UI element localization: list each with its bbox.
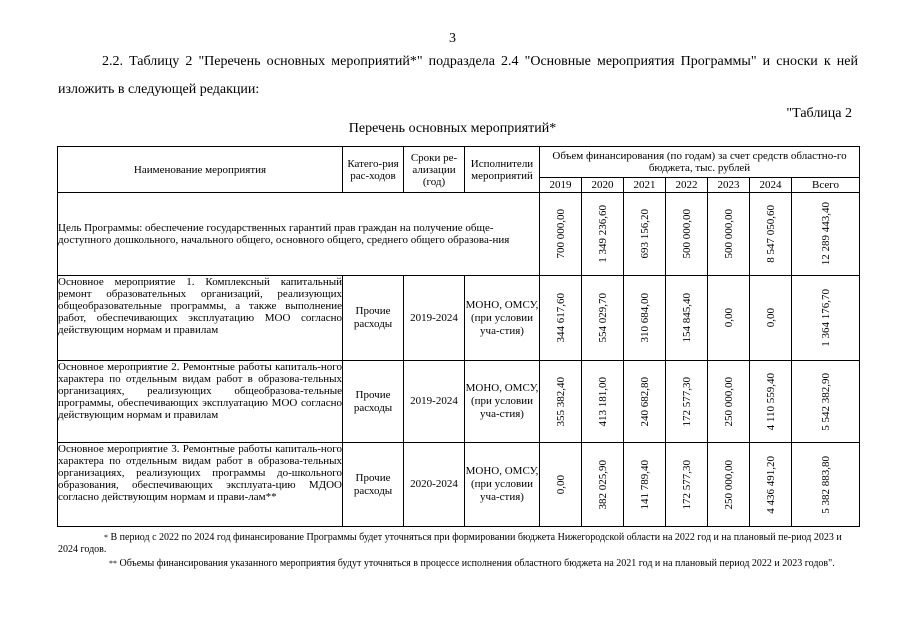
value-cell: 0,00: [554, 474, 567, 495]
goal-text: Цель Программы: обеспечение государственных гарантий прав граждан на получение обще-доступного дошкольного, начального общего, основного общего, среднего общего образова-ния: [58, 193, 540, 276]
goal-row: [58, 193, 860, 276]
header-executors: Исполнители мероприятий: [465, 147, 540, 193]
value-cell: 5 542 382,90: [819, 372, 832, 431]
value-cell: 141 789,40: [638, 459, 651, 510]
header-category: Катего-рия рас-ходов: [343, 147, 404, 193]
measure-name: Основное мероприятие 2. Ремонтные работы капиталь-ного характера по отдельным видам работ в образова-тельных организациях, реализующих общеобразова-тельные программы, обеспечивающих эксплуатацию МОО согласно действующим нормам и правилам: [58, 361, 343, 443]
value-cell: 240 682,80: [638, 376, 651, 427]
measure-category: Прочие расходы: [343, 276, 404, 361]
header-year: 2021: [624, 178, 666, 193]
table-row: [58, 443, 860, 527]
value-cell: 0,00: [722, 308, 735, 328]
value-cell: 172 577,30: [680, 459, 693, 510]
value-cell: 693 156,20: [638, 209, 651, 259]
measure-terms: 2020-2024: [404, 443, 465, 527]
intro-paragraph: 2.2. Таблицу 2 "Перечень основных мероприятий*" подраздела 2.4 "Основные мероприятия Программы" и сноски к ней изложить в следующей редакции:: [58, 54, 858, 97]
value-cell: 344 617,60: [554, 293, 567, 343]
table-row: [58, 276, 860, 361]
value-cell: 5 382 883,80: [819, 455, 832, 514]
measure-category: Прочие расходы: [343, 361, 404, 443]
measure-name: Основное мероприятие 3. Ремонтные работы капиталь-ного характера по отдельным видам работ в образова-тельных организациях, реализующих программы до-школьного образования, обеспечивающих эксплуата-цию МДОО согласно действующим нормам и прави-лам**: [58, 443, 343, 527]
value-cell: 355 382,40: [554, 376, 567, 427]
value-cell: 382 025,90: [596, 459, 609, 510]
value-cell: 700 000,00: [554, 209, 567, 259]
measures-table: [57, 146, 860, 527]
header-year: 2019: [540, 178, 582, 193]
value-cell: 310 684,00: [638, 293, 651, 343]
value-cell: 172 577,30: [680, 376, 693, 427]
measure-name: Основное мероприятие 1. Комплексный капитальный ремонт образовательных организаций, реализующих общеобразовательные программы, а также выполнение работ, обеспечивающих эксплуатацию МОО согласно действующим нормам и правилам: [58, 276, 343, 361]
value-cell: 413 181,00: [596, 376, 609, 427]
value-cell: 154 845,40: [680, 293, 693, 343]
value-cell: 1 349 236,60: [596, 205, 609, 263]
header-year: 2022: [666, 178, 708, 193]
value-cell: 4 436 491,20: [764, 455, 777, 514]
header-year: 2023: [708, 178, 750, 193]
measure-executors: МОНО, ОМСУ, (при условии уча-стия): [465, 361, 540, 443]
footnote-2-mark: **: [109, 559, 117, 568]
footnote-2: [58, 558, 858, 570]
header-year: 2024: [750, 178, 792, 193]
value-cell: 554 029,70: [596, 293, 609, 343]
table-row: [58, 361, 860, 443]
value-cell: 1 364 176,70: [819, 289, 832, 347]
value-cell: 0,00: [764, 308, 777, 328]
footnote-2-text: Объемы финансирования указанного мероприятия будут уточняться в процессе исполнения областного бюджета на 2021 год и на плановый период 2022 и 2023 годов".: [119, 558, 835, 569]
value-cell: 500 000,00: [722, 209, 735, 259]
header-total: Всего: [792, 178, 860, 193]
header-funding: Объем финансирования (по годам) за счет средств областно-го бюджета, тыс. рублей: [540, 147, 860, 178]
measure-terms: 2019-2024: [404, 361, 465, 443]
footnote-1: [58, 532, 858, 556]
measure-executors: МОНО, ОМСУ, (при условии уча-стия): [465, 276, 540, 361]
value-cell: 250 000,00: [722, 376, 735, 427]
footnote-1-text: В период с 2022 по 2024 год финансирование Программы будет уточняться при формировании бюджета Нижегородской области на 2022 год и на плановый пе-риод 2023 и 2024 годов.: [58, 532, 842, 555]
measure-terms: 2019-2024: [404, 276, 465, 361]
value-cell: 500 000,00: [680, 209, 693, 259]
footnote-1-mark: *: [104, 533, 108, 542]
value-cell: 250 000,00: [722, 459, 735, 510]
header-terms: Сроки ре-ализации (год): [404, 147, 465, 193]
page-number: 3: [449, 31, 456, 46]
header-year: 2020: [582, 178, 624, 193]
table-label: "Таблица 2: [786, 106, 852, 121]
measure-executors: МОНО, ОМСУ, (при условии уча-стия): [465, 443, 540, 527]
value-cell: 8 547 050,60: [764, 205, 777, 263]
table-title: Перечень основных мероприятий*: [348, 121, 557, 136]
measure-category: Прочие расходы: [343, 443, 404, 527]
value-cell: 12 289 443,40: [819, 202, 832, 266]
header-name: Наименование мероприятия: [58, 147, 343, 193]
value-cell: 4 110 559,40: [764, 372, 777, 431]
